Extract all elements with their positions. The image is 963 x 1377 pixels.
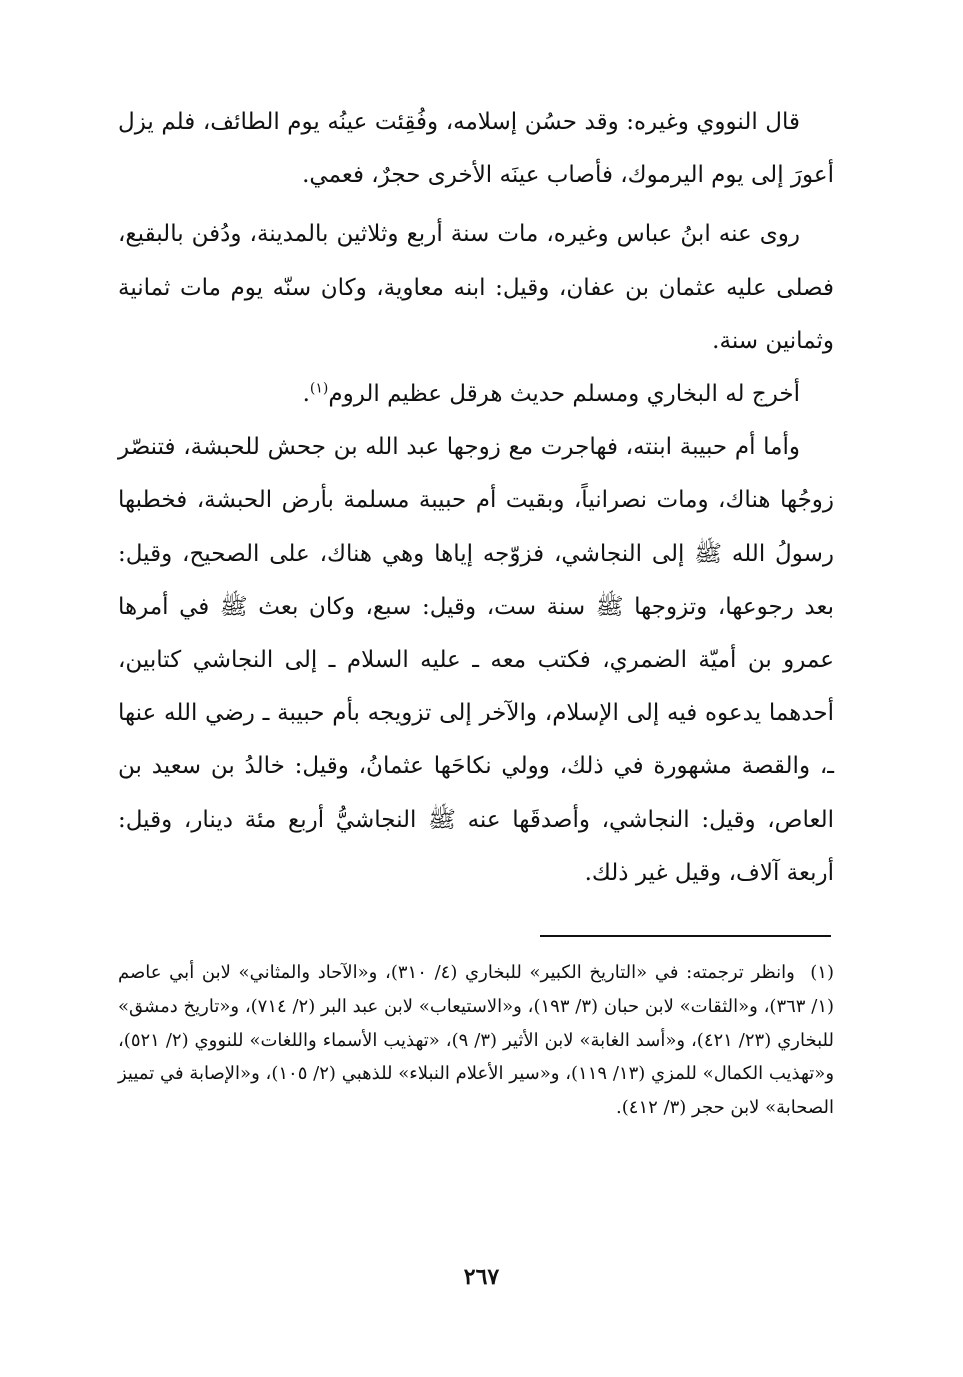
paragraph-3: [118, 368, 834, 421]
footnote-reference[interactable]: (١): [309, 380, 329, 397]
footnote-text: وانظر ترجمته: في «التاريخ الكبير» للبخاري (٤/ ٣١٠)، و«الآحاد والمثاني» لابن أبي عاصم (١/ ٣٦٣)، و«الثقات» لابن حبان (٣/ ١٩٣)، و«الاستيعاب» لابن عبد البر (٢/ ٧١٤)، و«تاريخ دمشق» للبخاري (٢٣/ ٤٢١)، و«أسد الغابة» لابن الأثير (٣/ ٩)، «تهذيب الأسماء واللغات» للنووي (٢/ ٥٢١)، و«تهذيب الكمال» للمزي (١٣/ ١١٩)، و«سير الأعلام النبلاء» للذهبي (٢/ ١٠٥)، و«الإصابة في تمييز الصحابة» لابن حجر (٣/ ٤١٢).: [118, 962, 835, 1119]
footnote-divider: [540, 935, 831, 937]
footnote-1: [118, 956, 834, 1125]
paragraph-1: قال النووي وغيره: وقد حسُن إسلامه، وفُقِئت عينُه يوم الطائف، فلم يزل أعورَ إلى يوم اليرموك، فأصاب عينَه الأخرى حجرٌ، فعمي.: [118, 109, 834, 189]
footnote-number: (١): [810, 962, 834, 983]
main-text: [118, 96, 834, 900]
page-number: ٢٦٧: [463, 1264, 500, 1290]
footnotes-section: [118, 956, 834, 1125]
paragraph-3-text: أخرج له البخاري ومسلم حديث هرقل عظيم الروم: [328, 381, 800, 408]
paragraph-2: روى عنه ابنُ عباس وغيره، مات سنة أربع وثلاثين بالمدينة، ودُفن بالبقيع، فصلى عليه عثمان بن عفان، وقيل: ابنه معاوية، وكان سنّه يوم مات ثمانية وثمانين سنة.: [118, 221, 834, 354]
paragraph-3-end: .: [302, 381, 310, 408]
paragraph-4: وأما أم حبيبة ابنته، فهاجرت مع زوجها عبد الله بن جحش للحبشة، فتنصّر زوجُها هناك، ومات نصرانياً، وبقيت أم حبيبة مسلمة بأرض الحبشة، فخطبها رسولُ الله ﷺ إلى النجاشي، فزوّجه إياها وهي هناك، على الصحيح، وقيل: بعد رجوعها، وتزوجها ﷺ سنة ست، وقيل: سبع، وكان بعث ﷺ في أمرها عمرو بن أميّة الضمري، فكتب معه ـ عليه السلام ـ إلى النجاشي كتابين، أحدهما يدعوه فيه إلى الإسلام، والآخر إلى تزويجه بأم حبيبة ـ رضي الله عنها ـ، والقصة مشهورة في ذلك، وولي نكاحَها عثمانُ، وقيل: خالدُ بن سعيد بن العاص، وقيل: النجاشي، وأصدقَها عنه ﷺ النجاشيُّ أربع مئة دينار، وقيل: أربعة آلاف، وقيل غير ذلك.: [118, 434, 834, 886]
